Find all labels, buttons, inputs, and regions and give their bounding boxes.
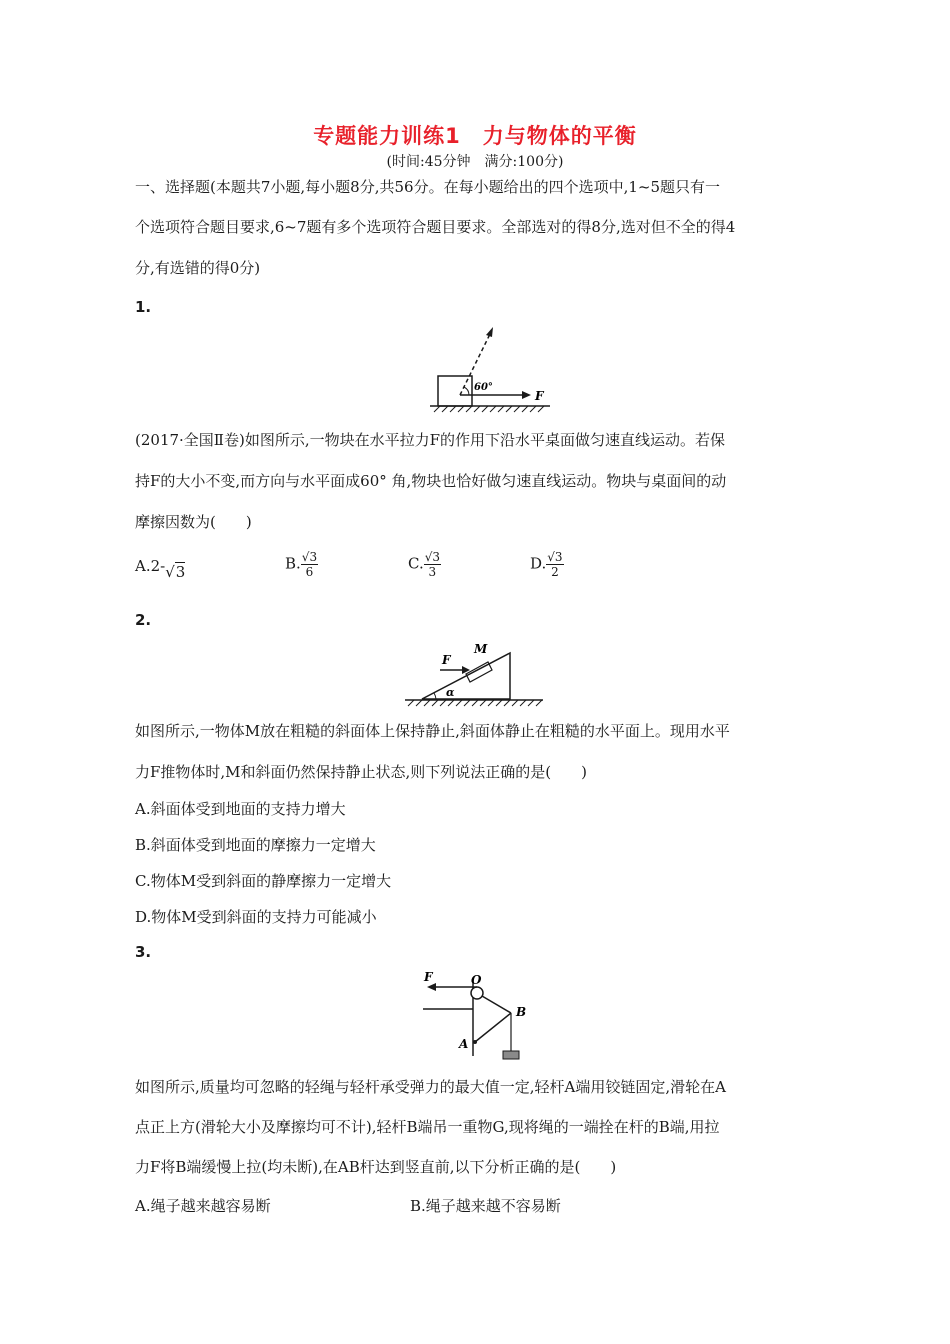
pull-arrowhead [427, 983, 436, 991]
question-3-line-2: 点正上方(滑轮大小及摩擦均可不计),轻杆B端吊一重物G,现将绳的一端拴在杆的B端,用拉 [135, 1118, 720, 1136]
rod-ab [475, 1013, 511, 1042]
force-label: F [535, 389, 544, 403]
question-2-option-a[interactable]: A.斜面体受到地面的支持力增大 [135, 800, 346, 818]
dashed-arrowhead [486, 327, 493, 337]
question-2-option-d[interactable]: D.物体M受到斜面的支持力可能减小 [135, 908, 377, 926]
option-b-numerator: √3 [301, 550, 318, 564]
option-c-label: C. [408, 554, 424, 573]
pulley-o [471, 987, 483, 999]
option-c-numerator: √3 [424, 550, 440, 564]
option-d-label: D. [530, 554, 547, 573]
question-3-option-b[interactable]: B.绳子越来越不容易断 [410, 1197, 561, 1215]
question-1-line-3: 摩擦因数为( ) [135, 513, 252, 531]
section-intro-line-2: 个选项符合题目要求,6~7题有多个选项符合题目要求。全部选对的得8分,选对但不全的得4 [135, 218, 736, 236]
ground-hatching [408, 700, 542, 706]
question-1-option-b[interactable] [285, 550, 318, 579]
table-hatching [434, 406, 544, 412]
push-force-label: F [442, 653, 451, 667]
angle-arc [464, 387, 469, 395]
section-intro-line-1: 一、选择题(本题共7小题,每小题8分,共56分。在每小题给出的四个选项中,1~5题只有一 [135, 178, 720, 196]
question-1-option-a[interactable]: A.2-√3 [135, 557, 186, 581]
mass-label: M [474, 642, 488, 656]
option-d-denominator: 2 [551, 565, 559, 579]
question-1-line-2: 持F的大小不变,而方向与水平面成60° 角,物块也恰好做匀速直线运动。物块与桌面间的动 [135, 472, 727, 490]
force-arrowhead [522, 391, 531, 399]
option-b-denominator: 6 [305, 565, 314, 579]
question-1-figure [400, 320, 570, 420]
option-a-label: A. [135, 557, 151, 575]
question-3-line-3: 力F将B端缓慢上拉(均未断),在AB杆达到竖直前,以下分析正确的是( ) [135, 1158, 617, 1176]
incline-wedge [422, 653, 510, 699]
question-2-line-1: 如图所示,一物体M放在粗糙的斜面体上保持静止,斜面体静止在粗糙的水平面上。现用水平 [135, 722, 730, 740]
option-b-label: B. [285, 554, 301, 573]
question-1-line-1: (2017·全国Ⅱ卷)如图所示,一物块在水平拉力F的作用下沿水平桌面做匀速直线运动。若保 [135, 431, 726, 449]
question-1-option-c[interactable] [408, 550, 441, 579]
question-2-number: 2. [135, 611, 152, 629]
question-3-line-1: 如图所示,质量均可忽略的轻绳与轻杆承受弹力的最大值一定,轻杆A端用铰链固定,滑轮在A [135, 1078, 726, 1096]
weight-g [503, 1051, 519, 1059]
incline-angle-arc [434, 693, 436, 699]
pull-force-label: F [424, 970, 433, 984]
end-b-label: B [516, 1005, 527, 1019]
question-1-number: 1. [135, 298, 152, 316]
option-c-denominator: 3 [428, 565, 437, 579]
page-title: 专题能力训练1 力与物体的平衡 [313, 124, 637, 148]
rope-to-b [482, 996, 511, 1013]
hinge-a-label: A [459, 1037, 469, 1051]
question-3-number: 3. [135, 943, 152, 961]
page-subtitle: (时间:45分钟 满分:100分) [386, 154, 564, 170]
question-2-figure [400, 637, 550, 712]
question-3-figure [415, 968, 545, 1063]
option-a-radicand: 3 [175, 563, 186, 581]
question-2-line-2: 力F推物体时,M和斜面仍然保持静止状态,则下列说法正确的是( ) [135, 763, 588, 781]
incline-angle-label: α [446, 686, 455, 699]
question-2-option-c[interactable]: C.物体M受到斜面的静摩擦力一定增大 [135, 872, 392, 890]
section-intro-line-3: 分,有选错的得0分) [135, 259, 261, 277]
hinge-a [473, 1040, 477, 1044]
option-a-text: 2- [150, 557, 166, 575]
question-2-option-b[interactable]: B.斜面体受到地面的摩擦力一定增大 [135, 836, 376, 854]
question-3-option-a[interactable]: A.绳子越来越容易断 [135, 1197, 271, 1215]
angle-label: 60° [474, 382, 493, 393]
pulley-label: O [471, 973, 482, 987]
option-d-numerator: √3 [547, 550, 563, 564]
question-1-option-d[interactable] [530, 550, 564, 579]
